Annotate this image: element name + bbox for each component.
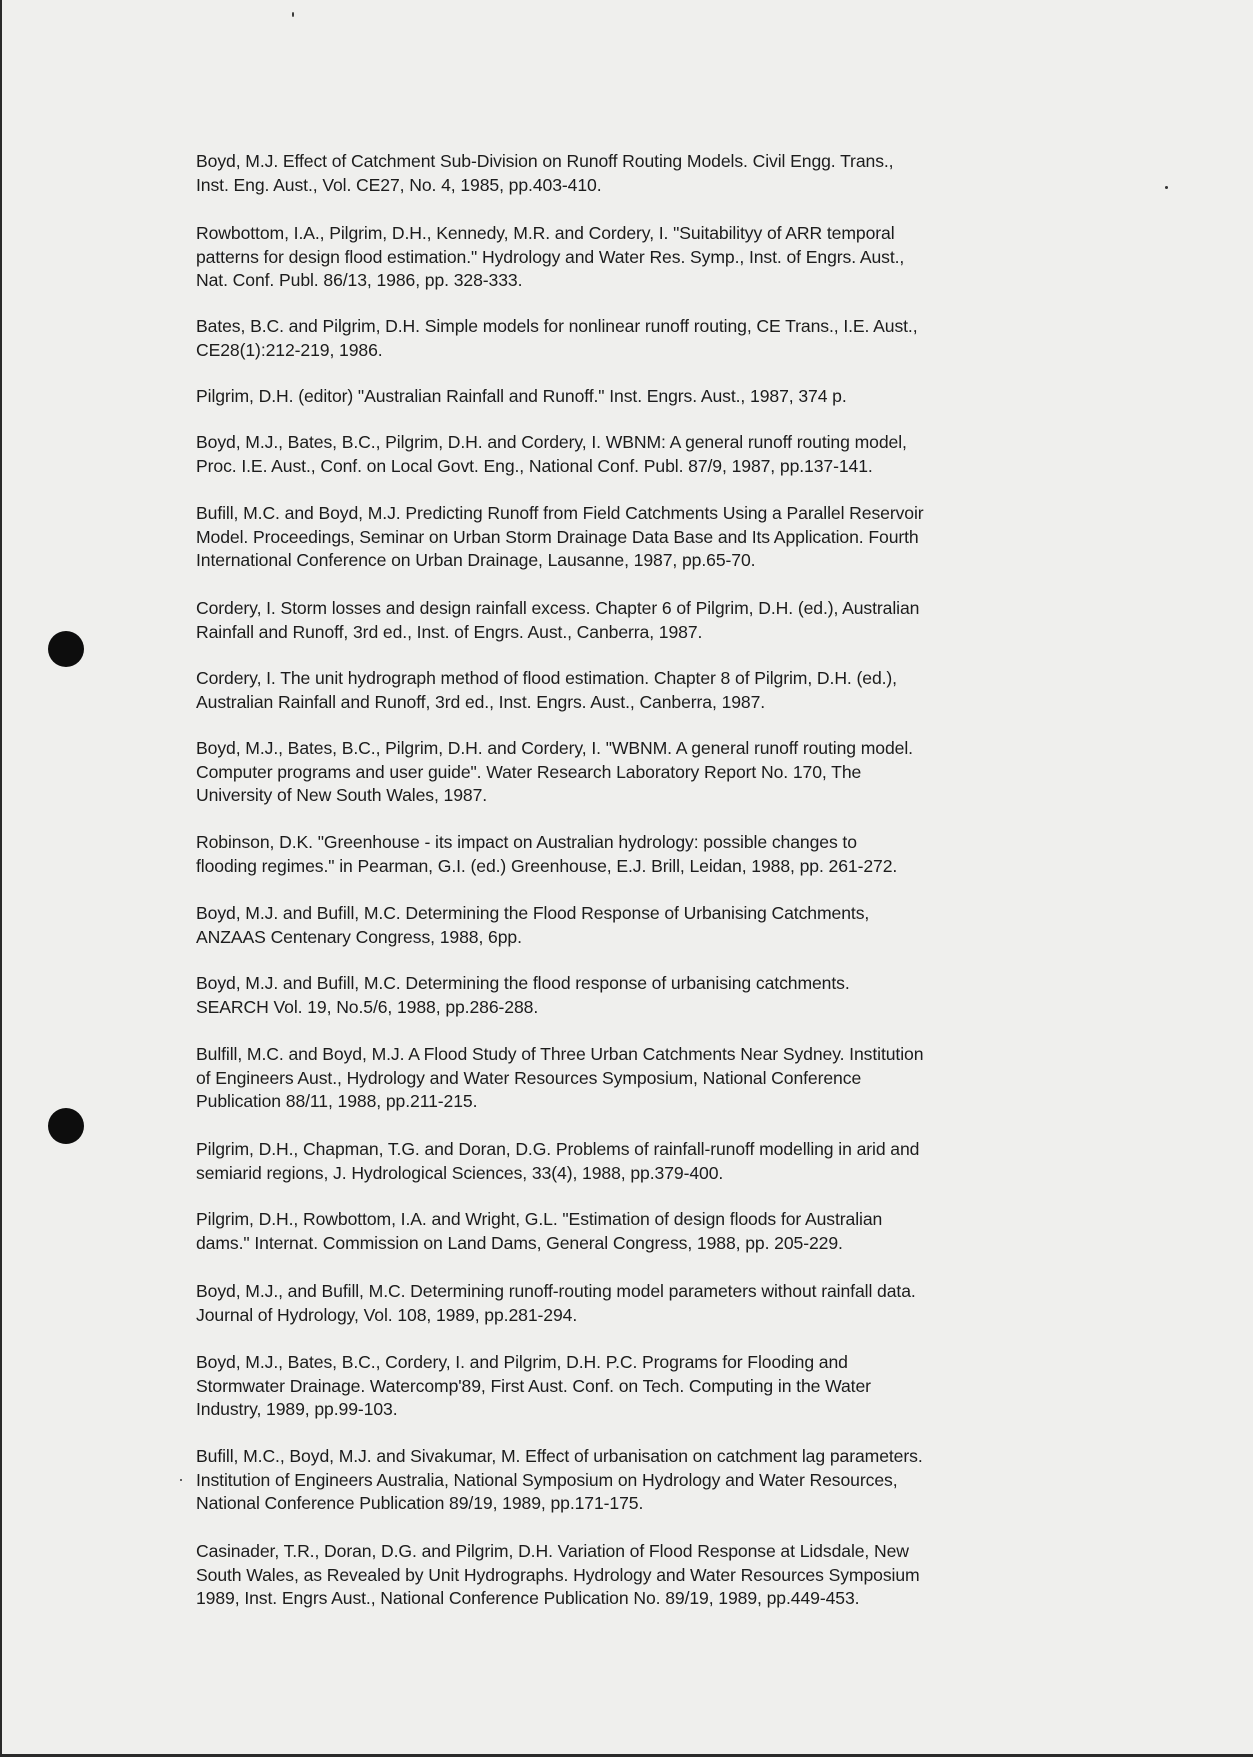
scan-speck — [180, 1479, 182, 1481]
reference-line: Cordery, I. Storm losses and design rainfall excess. Chapter 6 of Pilgrim, D.H. (ed.), Australian — [196, 598, 920, 618]
reference-line: Stormwater Drainage. Watercomp'89, First Aust. Conf. on Tech. Computing in the Water — [196, 1375, 871, 1396]
punch-hole — [48, 1108, 84, 1144]
reference-line: Boyd, M.J. and Bufill, M.C. Determining the Flood Response of Urbanising Catchments, — [196, 903, 870, 923]
reference-entry — [196, 1138, 1096, 1185]
reference-entry — [196, 902, 1096, 949]
scan-speck — [1165, 186, 1168, 189]
reference-line: semiarid regions, J. Hydrological Sciences, 33(4), 1988, pp.379-400. — [196, 1162, 724, 1183]
reference-line: Computer programs and user guide". Water Research Laboratory Report No. 170, The — [196, 761, 862, 782]
reference-line: Pilgrim, D.H., Chapman, T.G. and Doran, D.G. Problems of rainfall-runoff modelling in arid and — [196, 1139, 920, 1159]
reference-entry — [196, 737, 1096, 808]
reference-line: Publication 88/11, 1988, pp.211-215. — [196, 1091, 478, 1111]
reference-line: University of New South Wales, 1987. — [196, 785, 488, 805]
reference-entry — [196, 502, 1096, 573]
reference-entry — [196, 667, 1096, 714]
punch-hole — [48, 631, 84, 667]
reference-line: Australian Rainfall and Runoff, 3rd ed., Inst. Engrs. Aust., Canberra, 1987. — [196, 691, 766, 712]
reference-line: Rainfall and Runoff, 3rd ed., Inst. of Engrs. Aust., Canberra, 1987. — [196, 621, 703, 642]
reference-line: Casinader, T.R., Doran, D.G. and Pilgrim, D.H. Variation of Flood Response at Lidsdale, New — [196, 1541, 909, 1561]
reference-entry — [196, 431, 1096, 478]
reference-line: Rowbottom, I.A., Pilgrim, D.H., Kennedy, M.R. and Cordery, I. "Suitabilityy of ARR temporal — [196, 223, 895, 243]
reference-line: Boyd, M.J., Bates, B.C., Cordery, I. and Pilgrim, D.H. P.C. Programs for Flooding and — [196, 1352, 848, 1372]
reference-line: Industry, 1989, pp.99-103. — [196, 1399, 398, 1419]
reference-entry — [196, 1208, 1096, 1255]
reference-line: of Engineers Aust., Hydrology and Water Resources Symposium, National Conference — [196, 1067, 862, 1088]
reference-line: Boyd, M.J. Effect of Catchment Sub-Division on Runoff Routing Models. Civil Engg. Trans., — [196, 151, 894, 171]
reference-entry — [196, 1280, 1096, 1327]
reference-line: Bates, B.C. and Pilgrim, D.H. Simple models for nonlinear runoff routing, CE Trans., I.E. Aust., — [196, 316, 918, 336]
reference-entry — [196, 597, 1096, 644]
reference-entry — [196, 385, 1096, 409]
reference-entry — [196, 972, 1096, 1019]
reference-line: Boyd, M.J., and Bufill, M.C. Determining runoff-routing model parameters without rainfall data. — [196, 1281, 916, 1301]
reference-entry — [196, 831, 1096, 878]
reference-entry — [196, 150, 1096, 197]
reference-line: Institution of Engineers Australia, National Symposium on Hydrology and Water Resources, — [196, 1469, 898, 1490]
reference-line: Pilgrim, D.H. (editor) "Australian Rainfall and Runoff." Inst. Engrs. Aust., 1987, 374 p. — [196, 386, 847, 406]
reference-line: Bufill, M.C. and Boyd, M.J. Predicting Runoff from Field Catchments Using a Parallel Reservoir — [196, 503, 924, 523]
reference-line: Pilgrim, D.H., Rowbottom, I.A. and Wright, G.L. "Estimation of design floods for Australian — [196, 1209, 883, 1229]
reference-line: Bufill, M.C., Boyd, M.J. and Sivakumar, M. Effect of urbanisation on catchment lag parameters. — [196, 1446, 923, 1466]
reference-line: Bulfill, M.C. and Boyd, M.J. A Flood Study of Three Urban Catchments Near Sydney. Institution — [196, 1044, 924, 1064]
scan-speck — [292, 12, 294, 17]
reference-line: Boyd, M.J., Bates, B.C., Pilgrim, D.H. and Cordery, I. WBNM: A general runoff routing model, — [196, 432, 907, 452]
reference-line: Model. Proceedings, Seminar on Urban Storm Drainage Data Base and Its Application. Fourth — [196, 526, 919, 547]
reference-line: National Conference Publication 89/19, 1989, pp.171-175. — [196, 1493, 644, 1513]
reference-line: flooding regimes." in Pearman, G.I. (ed.) Greenhouse, E.J. Brill, Leidan, 1988, pp. 261-272. — [196, 855, 898, 876]
reference-line: Nat. Conf. Publ. 86/13, 1986, pp. 328-333. — [196, 270, 523, 290]
reference-entry — [196, 1540, 1096, 1611]
reference-line: CE28(1):212-219, 1986. — [196, 339, 383, 360]
reference-line: Journal of Hydrology, Vol. 108, 1989, pp.281-294. — [196, 1304, 578, 1325]
reference-line: ANZAAS Centenary Congress, 1988, 6pp. — [196, 926, 522, 947]
reference-line: 1989, Inst. Engrs Aust., National Conference Publication No. 89/19, 1989, pp.449-453. — [196, 1588, 860, 1608]
reference-entry — [196, 1043, 1096, 1114]
reference-entry — [196, 222, 1096, 293]
reference-line: Robinson, D.K. "Greenhouse - its impact on Australian hydrology: possible changes to — [196, 832, 857, 852]
reference-line: Proc. I.E. Aust., Conf. on Local Govt. Eng., National Conf. Publ. 87/9, 1987, pp.137-141. — [196, 455, 873, 476]
reference-line: patterns for design flood estimation." Hydrology and Water Res. Symp., Inst. of Engrs. Aust., — [196, 246, 905, 267]
reference-line: Inst. Eng. Aust., Vol. CE27, No. 4, 1985, pp.403-410. — [196, 174, 602, 195]
reference-line: dams." Internat. Commission on Land Dams, General Congress, 1988, pp. 205-229. — [196, 1232, 843, 1253]
reference-line: Boyd, M.J., Bates, B.C., Pilgrim, D.H. and Cordery, I. "WBNM. A general runoff routing model. — [196, 738, 913, 758]
reference-line: South Wales, as Revealed by Unit Hydrographs. Hydrology and Water Resources Symposium — [196, 1564, 920, 1585]
reference-line: Cordery, I. The unit hydrograph method of flood estimation. Chapter 8 of Pilgrim, D.H. (ed.), — [196, 668, 897, 688]
reference-line: International Conference on Urban Drainage, Lausanne, 1987, pp.65-70. — [196, 550, 756, 570]
reference-line: SEARCH Vol. 19, No.5/6, 1988, pp.286-288. — [196, 996, 539, 1017]
reference-entry — [196, 315, 1096, 362]
reference-entry — [196, 1351, 1096, 1422]
reference-entry — [196, 1445, 1096, 1516]
reference-line: Boyd, M.J. and Bufill, M.C. Determining the flood response of urbanising catchments. — [196, 973, 850, 993]
